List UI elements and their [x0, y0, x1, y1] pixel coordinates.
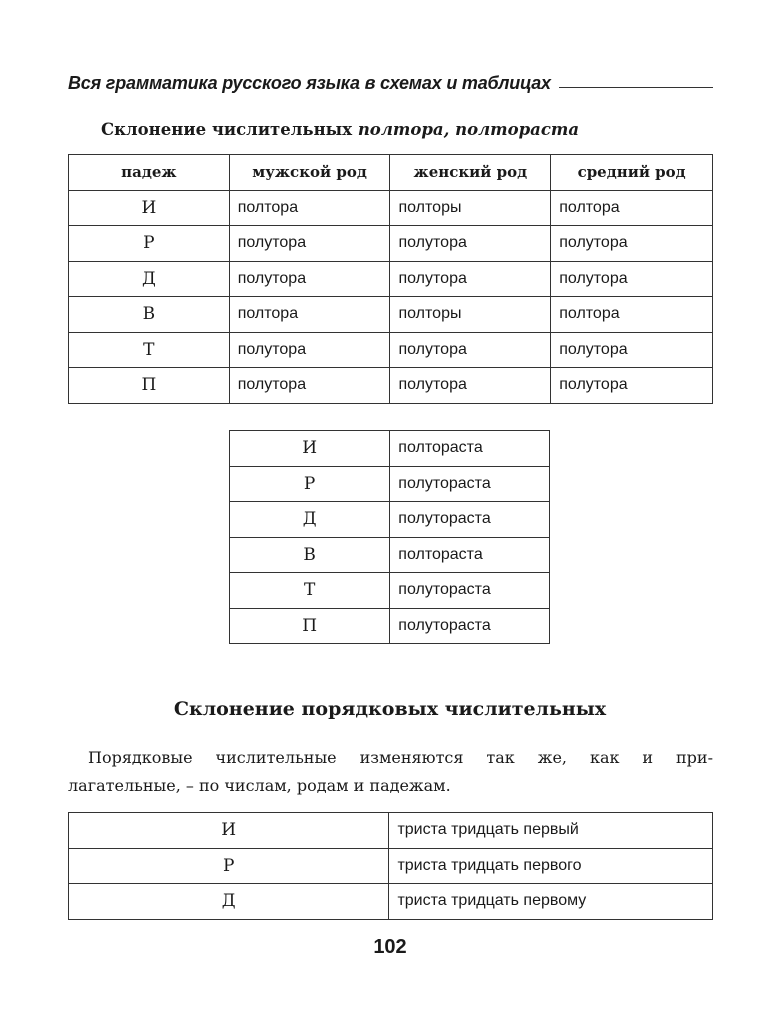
value-cell: полутора [551, 226, 713, 262]
case-cell: В [69, 297, 230, 333]
value-cell: полтора [229, 190, 390, 226]
poltorasta-declension-table [229, 430, 550, 644]
case-cell: Д [69, 884, 389, 920]
case-cell: Т [69, 332, 230, 368]
value-cell: полтора [229, 297, 390, 333]
section-title-plain: Склонение числительных [101, 120, 358, 139]
case-cell: Д [69, 261, 230, 297]
case-cell: П [69, 368, 230, 404]
table-row [230, 431, 550, 467]
table-row [69, 297, 713, 333]
case-cell: Р [69, 848, 389, 884]
running-head-rule [559, 87, 713, 88]
value-cell: полтора [551, 297, 713, 333]
ordinal-declension-table [68, 812, 713, 920]
value-cell: триста тридцать первого [389, 848, 713, 884]
value-cell: полутора [229, 332, 390, 368]
value-cell: полутора [390, 226, 551, 262]
value-cell: полутора [551, 368, 713, 404]
value-cell: полтораста [390, 537, 550, 573]
table-row [69, 261, 713, 297]
paragraph-line: лагательные, – по числам, родам и падежам. [68, 776, 451, 795]
case-cell: И [69, 190, 230, 226]
table-row [230, 502, 550, 538]
case-cell: В [230, 537, 390, 573]
value-cell: полутораста [390, 466, 550, 502]
table-row [230, 608, 550, 644]
value-cell: полутора [551, 332, 713, 368]
table-row [230, 466, 550, 502]
header-feminine: женский род [390, 155, 551, 191]
page-number: 102 [373, 936, 407, 958]
section-title-poltora [101, 120, 579, 139]
table-row [69, 848, 713, 884]
value-cell: полторы [390, 190, 551, 226]
table-row [69, 368, 713, 404]
table-header-row [69, 155, 713, 191]
case-cell: Р [230, 466, 390, 502]
ordinal-paragraph [68, 744, 713, 800]
value-cell: триста тридцать первому [389, 884, 713, 920]
value-cell: полутора [390, 368, 551, 404]
case-cell: Д [230, 502, 390, 538]
table-row [230, 573, 550, 609]
value-cell: полутора [229, 261, 390, 297]
case-cell: И [230, 431, 390, 467]
value-cell: полутора [551, 261, 713, 297]
value-cell: полутора [229, 368, 390, 404]
table-row [69, 190, 713, 226]
value-cell: триста тридцать первый [389, 813, 713, 849]
value-cell: полтораста [390, 431, 550, 467]
case-cell: Т [230, 573, 390, 609]
table-row [69, 884, 713, 920]
value-cell: полутора [229, 226, 390, 262]
header-neuter: средний род [551, 155, 713, 191]
header-masculine: мужской род [229, 155, 390, 191]
value-cell: полторы [390, 297, 551, 333]
section-title-italic: полтора, полтораста [357, 120, 580, 139]
value-cell: полутораста [390, 502, 550, 538]
section-title-ordinal: Склонение порядковых числительных [173, 698, 607, 720]
value-cell: полутора [390, 332, 551, 368]
table-row [69, 813, 713, 849]
running-head-title: Вся грамматика русского языка в схемах и таблицах [68, 73, 551, 93]
case-cell: И [69, 813, 389, 849]
paragraph-line: Порядковые числительные изменяются так же, как и при- [88, 748, 713, 767]
table-row [230, 537, 550, 573]
case-cell: Р [69, 226, 230, 262]
table-row [69, 226, 713, 262]
table-row [69, 332, 713, 368]
value-cell: полутора [390, 261, 551, 297]
value-cell: полтора [551, 190, 713, 226]
running-head [68, 66, 713, 94]
header-case: падеж [69, 155, 230, 191]
value-cell: полутораста [390, 608, 550, 644]
poltora-declension-table [68, 154, 713, 404]
value-cell: полутораста [390, 573, 550, 609]
case-cell: П [230, 608, 390, 644]
